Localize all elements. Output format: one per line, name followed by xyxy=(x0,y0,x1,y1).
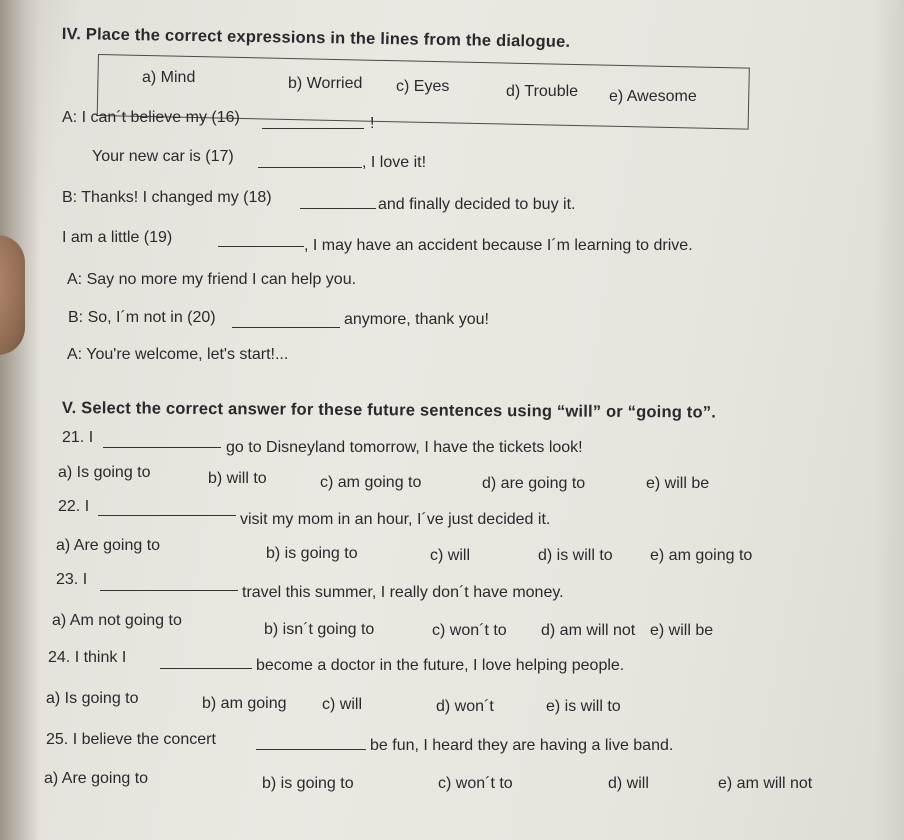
blank-19[interactable] xyxy=(218,246,304,247)
question-25-text: be fun, I heard they are having a live band. xyxy=(370,737,674,754)
q21-option-a[interactable]: a) Is going to xyxy=(58,464,151,481)
blank-22[interactable] xyxy=(98,515,236,516)
question-22-number: 22. I xyxy=(58,498,90,515)
page-shadow-left xyxy=(0,0,40,840)
dialogue-line-17-end: , I love it! xyxy=(362,154,427,171)
thumb-shadow xyxy=(0,235,25,355)
q23-option-b[interactable]: b) isn´t going to xyxy=(264,621,375,638)
question-24-text: become a doctor in the future, I love helping people. xyxy=(256,657,625,674)
dialogue-line-20-end: anymore, thank you! xyxy=(344,311,489,328)
q24-option-d[interactable]: d) won´t xyxy=(436,698,494,715)
blank-25[interactable] xyxy=(256,749,366,750)
q23-option-d[interactable]: d) am will not xyxy=(541,622,636,639)
word-bank-option-b: b) Worried xyxy=(288,75,363,92)
dialogue-line-18: B: Thanks! I changed my (18) xyxy=(62,189,272,206)
blank-16[interactable] xyxy=(262,128,364,129)
q25-option-d[interactable]: d) will xyxy=(608,775,649,792)
section-iv-heading: IV. Place the correct expressions in the lines from the dialogue. xyxy=(61,24,571,51)
q22-option-c[interactable]: c) will xyxy=(430,547,470,564)
blank-23[interactable] xyxy=(100,590,238,591)
q21-option-d[interactable]: d) are going to xyxy=(482,475,586,492)
q24-option-b[interactable]: b) am going xyxy=(202,695,287,712)
q25-option-c[interactable]: c) won´t to xyxy=(438,775,513,792)
q23-option-a[interactable]: a) Am not going to xyxy=(52,612,182,629)
dialogue-line-a-start: A: You're welcome, let's start!... xyxy=(67,346,289,363)
dialogue-line-18-end: and finally decided to buy it. xyxy=(378,196,576,213)
q22-option-e[interactable]: e) am going to xyxy=(650,547,753,564)
q21-option-c[interactable]: c) am going to xyxy=(320,474,422,491)
blank-20[interactable] xyxy=(232,327,340,328)
dialogue-line-16: A: I can´t believe my (16) xyxy=(62,109,240,126)
q24-option-c[interactable]: c) will xyxy=(322,696,362,713)
blank-21[interactable] xyxy=(103,447,221,448)
blank-17[interactable] xyxy=(258,167,362,168)
question-25-number: 25. I believe the concert xyxy=(46,731,216,748)
question-24-number: 24. I think I xyxy=(48,649,127,666)
page-shadow-right xyxy=(874,0,904,840)
q25-option-b[interactable]: b) is going to xyxy=(262,775,354,792)
question-22-text: visit my mom in an hour, I´ve just decided it. xyxy=(240,511,551,528)
dialogue-line-a-help: A: Say no more my friend I can help you. xyxy=(67,271,357,288)
dialogue-line-19: I am a little (19) xyxy=(62,229,173,246)
dialogue-line-19-end: , I may have an accident because I´m learning to drive. xyxy=(304,237,693,254)
section-v-heading: V. Select the correct answer for these future sentences using “will” or “going to”. xyxy=(61,398,717,422)
q24-option-e[interactable]: e) is will to xyxy=(546,698,621,715)
word-bank-option-d: d) Trouble xyxy=(506,83,579,100)
word-bank-option-a: a) Mind xyxy=(142,69,196,86)
word-bank-option-c: c) Eyes xyxy=(396,78,450,95)
q21-option-e[interactable]: e) will be xyxy=(646,475,710,492)
q23-option-c[interactable]: c) won´t to xyxy=(432,622,507,639)
q24-option-a[interactable]: a) Is going to xyxy=(46,690,139,707)
question-23-number: 23. I xyxy=(56,571,88,588)
dialogue-line-17: Your new car is (17) xyxy=(92,148,234,165)
blank-18[interactable] xyxy=(300,208,376,209)
q22-option-d[interactable]: d) is will to xyxy=(538,547,613,564)
question-23-text: travel this summer, I really don´t have money. xyxy=(242,584,564,601)
dialogue-line-20: B: So, I´m not in (20) xyxy=(68,309,216,326)
blank-24[interactable] xyxy=(160,668,252,669)
q21-option-b[interactable]: b) will to xyxy=(208,470,267,487)
q22-option-a[interactable]: a) Are going to xyxy=(56,537,161,554)
question-21-text: go to Disneyland tomorrow, I have the tickets look! xyxy=(226,439,583,456)
word-bank-option-e: e) Awesome xyxy=(609,88,697,105)
q23-option-e[interactable]: e) will be xyxy=(650,622,714,639)
q22-option-b[interactable]: b) is going to xyxy=(266,545,358,562)
q25-option-a[interactable]: a) Are going to xyxy=(44,770,149,787)
q25-option-e[interactable]: e) am will not xyxy=(718,775,813,792)
question-21-number: 21. I xyxy=(62,429,94,446)
dialogue-line-16-end: ! xyxy=(370,115,375,132)
